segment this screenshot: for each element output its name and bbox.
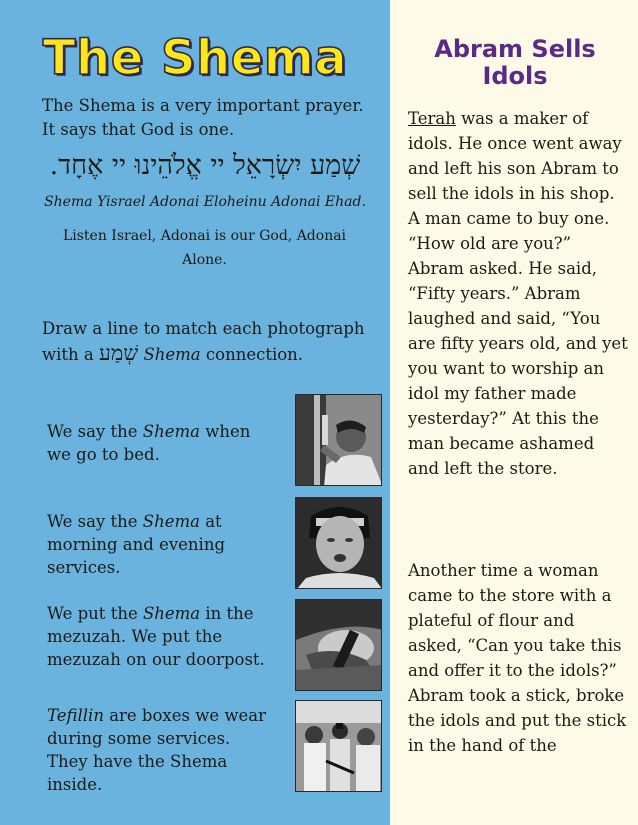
statement-mezuzah[interactable] — [47, 602, 272, 671]
shema-intro: The Shema is a very important prayer. It says that God is one. — [42, 96, 364, 139]
abram-story-paragraph-2: Another time a woman came to the store with a plateful of flour and asked, “Can you take this and offer it to the idols?” Abram took a stick, broke the idols and put the stick in the hand of the — [408, 561, 627, 755]
statement-text: We say the — [47, 422, 143, 441]
instructions-hebrew-word: שְׁמַע — [99, 341, 139, 365]
statement-bedtime[interactable] — [47, 420, 272, 466]
abram-story-title: Abram Sells Idols — [434, 35, 596, 90]
shema-title: The Shema — [42, 30, 348, 86]
statement-italic: Tefillin — [47, 706, 104, 725]
statement-text: We say the — [47, 512, 143, 531]
statement-italic: Shema — [142, 422, 200, 441]
matching-instructions — [42, 316, 382, 367]
shema-translation: Listen Israel, Adonai is our God, Adonai Alone. — [62, 228, 347, 268]
shema-hebrew-text: שְׁמַע יִשְׂרָאֵל יי אֱלֹהֵינוּ יי אֶחָד. — [49, 150, 361, 181]
statement-italic: Shema — [142, 604, 201, 623]
photo-hand-on-mezuzah[interactable] — [295, 599, 382, 691]
statement-text: in the mezuzah. We put the mezuzah on our doorpost. — [47, 604, 265, 669]
instructions-text-end: connection. — [205, 345, 304, 364]
statement-text: are boxes we wear during some services. They have the Shema inside. — [47, 706, 266, 794]
statement-text: We put the — [47, 604, 143, 623]
statement-text: when we go to bed. — [47, 422, 251, 464]
paragraph-1-text: was a maker of idols. He once went away and left his son Abram to sell the idols in his shop. A man came to buy one. “How old are you?” Abram asked. He said, “Fifty years.” Abram laughed and said, “You are fifty years old, and yet you want to worship an idol my father made yesterday?” At this the man became ashamed and left the store. — [408, 109, 628, 478]
photo-girl-singing[interactable] — [295, 497, 382, 589]
photo-boy-at-doorpost[interactable] — [295, 394, 382, 486]
photo-people-tefillin[interactable] — [295, 700, 382, 792]
terah-name: Terah — [408, 109, 456, 128]
statement-services[interactable] — [47, 510, 272, 579]
instructions-text-start: Draw a line to match each photograph with a — [42, 319, 365, 364]
statement-italic: Shema — [142, 512, 200, 531]
statement-tefillin[interactable] — [47, 704, 272, 796]
instructions-italic-word: Shema — [143, 345, 201, 364]
shema-transliteration: Shema Yisrael Adonai Eloheinu Adonai Ehad. — [44, 194, 366, 210]
abram-story-paragraph-1 — [408, 106, 630, 481]
statement-text: at morning and evening services. — [47, 512, 226, 577]
